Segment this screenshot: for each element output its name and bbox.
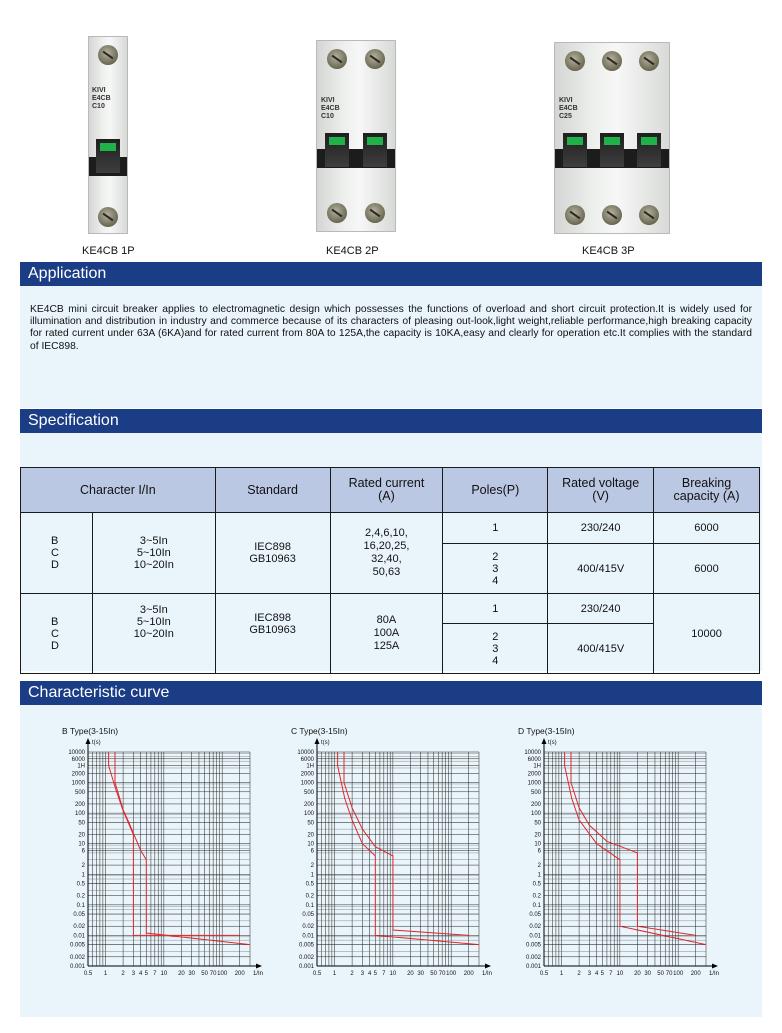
- x-tick-label: 4: [367, 971, 372, 977]
- y-tick-label: 0.2: [76, 893, 85, 900]
- y-tick-label: 6: [537, 848, 541, 855]
- product-brand: KIVI E4CB C10: [321, 97, 340, 120]
- y-tick-label: 10000: [297, 750, 314, 756]
- y-tick-label: 0.2: [305, 893, 314, 900]
- screw-icon: [327, 49, 347, 69]
- x-tick-label: 1/In: [252, 971, 264, 977]
- x-tick-label: 5: [600, 971, 604, 977]
- screw-icon: [327, 203, 347, 223]
- specification-header: Specification: [20, 409, 762, 433]
- x-tick-label: 100: [446, 971, 457, 977]
- x-tick-label: 200: [690, 971, 701, 977]
- y-tick-label: 1000: [71, 780, 85, 787]
- x-tick-label: 100: [217, 971, 228, 977]
- x-tick-label: 7: [382, 971, 386, 977]
- x-tick-label: 5: [144, 971, 148, 977]
- cell-poles: 2 3 4: [443, 544, 548, 594]
- y-axis-label: t(s): [548, 740, 557, 746]
- y-tick-label: 0.01: [73, 933, 85, 940]
- x-tick-label: 30: [644, 971, 652, 977]
- chart-d-svg: [518, 734, 744, 996]
- x-tick-label: 20: [634, 971, 641, 977]
- application-text: KE4CB mini circuit breaker applies to electromagnetic design which possesses the functions of overload and short circuit protection.It is widely used for illumination and distribution in industry and commerce because of its characters of pleasing out-look,light weight,reliable performance,high breaking capacity for rated current under 63A (6KA)and for rated current from 80A to 125A,the capacity is 10KA,easy and clearly for operation etc.It complies with the standard of IEC898.: [30, 304, 752, 352]
- y-tick-label: 6: [310, 848, 314, 855]
- screw-icon: [602, 51, 622, 71]
- x-tick-label: 1/In: [708, 971, 720, 977]
- y-tick-label: 1000: [300, 780, 314, 787]
- y-tick-label: 0.005: [69, 942, 85, 949]
- screw-icon: [639, 205, 659, 225]
- x-tick-label: 2: [121, 971, 125, 977]
- chart-d-type: [518, 726, 744, 996]
- y-tick-label: 100: [303, 811, 314, 818]
- y-tick-label: 0.02: [73, 924, 85, 931]
- y-axis-label: t(s): [92, 740, 101, 746]
- y-tick-label: 1H: [306, 763, 314, 770]
- cell-current: 80A 100A 125A: [330, 594, 443, 674]
- y-tick-label: 100: [74, 811, 85, 818]
- y-tick-label: 2000: [71, 771, 85, 778]
- x-tick-label: 0.5: [83, 971, 93, 977]
- x-tick-label: 20: [178, 971, 185, 977]
- chart-title: D Type(3-15In): [518, 726, 575, 736]
- y-tick-label: 0.002: [69, 954, 85, 961]
- y-tick-label: 0.1: [305, 902, 314, 909]
- x-tick-label: 70: [438, 971, 446, 977]
- header-breaking: Breaking capacity (A): [654, 468, 760, 513]
- cell-voltage: 230/240: [548, 594, 654, 624]
- y-tick-label: 0.5: [76, 881, 85, 888]
- x-tick-label: 70: [665, 971, 673, 977]
- y-tick-label: 2: [310, 863, 314, 870]
- cell-poles: 1: [443, 513, 548, 544]
- toggle-lever: [363, 133, 387, 167]
- cell-standard: IEC898 GB10963: [215, 513, 330, 594]
- x-tick-label: 2: [577, 971, 581, 977]
- x-tick-label: 1: [332, 971, 337, 977]
- product-caption-2p: KE4CB 2P: [326, 245, 379, 257]
- header-standard: Standard: [215, 468, 330, 513]
- y-tick-label: 10: [78, 841, 85, 848]
- y-tick-label: 6000: [300, 756, 314, 763]
- y-tick-label: 200: [74, 801, 85, 808]
- y-tick-label: 0.001: [298, 964, 314, 970]
- x-axis-arrow-icon: [256, 964, 262, 969]
- cell-types: B C D: [21, 594, 93, 674]
- x-tick-label: 30: [417, 971, 425, 977]
- cell-poles: 2 3 4: [443, 624, 548, 674]
- y-tick-label: 10: [307, 841, 314, 848]
- x-tick-label: 3: [587, 971, 592, 977]
- x-tick-label: 3: [131, 971, 136, 977]
- application-header: Application: [20, 262, 762, 286]
- product-gallery: [0, 0, 782, 262]
- y-tick-label: 0.5: [305, 881, 314, 888]
- cell-breaking: 6000: [654, 544, 760, 594]
- x-tick-label: 2: [350, 971, 354, 977]
- y-tick-label: 1: [81, 872, 85, 879]
- y-tick-label: 0.005: [525, 942, 541, 949]
- breaker-1p-photo: [88, 36, 128, 234]
- x-axis-arrow-icon: [712, 964, 718, 969]
- chart-c-svg: [291, 734, 517, 996]
- x-tick-label: 0.5: [312, 971, 322, 977]
- x-tick-label: 7: [153, 971, 157, 977]
- header-character: Character I/In: [21, 468, 216, 513]
- cell-standard: IEC898 GB10963: [215, 594, 330, 674]
- product-brand: KIVI E4CB C10: [92, 87, 111, 110]
- screw-icon: [365, 203, 385, 223]
- cell-ranges: 3~5In 5~10In 10~20In: [92, 513, 215, 594]
- cell-types: B C D: [21, 513, 93, 594]
- y-tick-label: 10: [534, 841, 541, 848]
- breaker-2p-photo: [316, 40, 396, 232]
- chart-b-type: [62, 726, 288, 996]
- y-tick-label: 500: [74, 789, 85, 796]
- cell-breaking: 6000: [654, 513, 760, 544]
- toggle-lever: [563, 133, 587, 167]
- y-tick-label: 50: [534, 820, 541, 827]
- header-poles: Poles(P): [443, 468, 548, 513]
- screw-icon: [639, 51, 659, 71]
- breaker-3p-photo: [554, 42, 670, 234]
- x-tick-label: 100: [673, 971, 684, 977]
- y-tick-label: 6: [81, 848, 85, 855]
- toggle-lever: [325, 133, 349, 167]
- y-tick-label: 2: [81, 863, 85, 870]
- screw-icon: [565, 51, 585, 71]
- x-tick-label: 5: [373, 971, 377, 977]
- cell-ranges: 3~5In 5~10In 10~20In: [92, 594, 215, 674]
- screw-icon: [365, 49, 385, 69]
- y-tick-label: 100: [530, 811, 541, 818]
- y-tick-label: 1H: [533, 763, 541, 770]
- x-tick-label: 4: [138, 971, 143, 977]
- header-rated-current: Rated current (A): [330, 468, 443, 513]
- cell-voltage: 400/415V: [548, 624, 654, 674]
- screw-icon: [565, 205, 585, 225]
- y-tick-label: 0.01: [302, 933, 314, 940]
- toggle-lever: [637, 133, 661, 167]
- screw-icon: [98, 207, 118, 227]
- y-tick-label: 0.05: [302, 912, 314, 919]
- screw-icon: [602, 205, 622, 225]
- y-tick-label: 20: [534, 832, 541, 839]
- characteristic-header: Characteristic curve: [20, 681, 762, 705]
- y-tick-label: 0.01: [529, 933, 541, 940]
- y-tick-label: 0.002: [525, 954, 541, 961]
- y-tick-label: 1: [537, 872, 541, 879]
- x-tick-label: 1: [103, 971, 108, 977]
- y-tick-label: 0.02: [529, 924, 541, 931]
- y-tick-label: 10000: [68, 750, 85, 756]
- cell-breaking: 10000: [654, 594, 760, 674]
- toggle-lever: [96, 139, 120, 173]
- y-tick-label: 20: [307, 832, 314, 839]
- y-tick-label: 2: [537, 863, 541, 870]
- table-header-row: [21, 468, 760, 513]
- y-tick-label: 0.1: [532, 902, 541, 909]
- y-tick-label: 0.002: [298, 954, 314, 961]
- y-tick-label: 50: [78, 820, 85, 827]
- chart-title: B Type(3-15In): [62, 726, 119, 736]
- chart-c-type: [291, 726, 517, 996]
- x-tick-label: 1/In: [481, 971, 493, 977]
- product-caption-3p: KE4CB 3P: [582, 245, 635, 257]
- y-tick-label: 500: [530, 789, 541, 796]
- y-axis-arrow-icon: [86, 738, 91, 744]
- y-tick-label: 0.005: [298, 942, 314, 949]
- x-tick-label: 20: [407, 971, 414, 977]
- x-tick-label: 200: [234, 971, 245, 977]
- y-axis-arrow-icon: [542, 738, 547, 744]
- x-tick-label: 10: [389, 971, 397, 977]
- table-row: [21, 513, 760, 544]
- y-tick-label: 50: [307, 820, 314, 827]
- chart-b-svg: [62, 734, 288, 996]
- y-tick-label: 6000: [71, 756, 85, 763]
- x-tick-label: 50: [657, 971, 664, 977]
- product-brand: KIVI E4CB C25: [559, 97, 578, 120]
- product-caption-1p: KE4CB 1P: [82, 245, 135, 257]
- cell-poles: 1: [443, 594, 548, 624]
- x-tick-label: 70: [209, 971, 217, 977]
- y-tick-label: 0.001: [525, 964, 541, 970]
- y-tick-label: 200: [530, 801, 541, 808]
- x-tick-label: 200: [463, 971, 474, 977]
- cell-voltage: 400/415V: [548, 544, 654, 594]
- y-tick-label: 0.02: [302, 924, 314, 931]
- y-tick-label: 1H: [77, 763, 85, 770]
- y-tick-label: 1000: [527, 780, 541, 787]
- y-tick-label: 0.5: [532, 881, 541, 888]
- x-tick-label: 30: [188, 971, 196, 977]
- y-tick-label: 0.2: [532, 893, 541, 900]
- y-axis-label: t(s): [321, 740, 330, 746]
- y-tick-label: 0.1: [76, 902, 85, 909]
- x-axis-arrow-icon: [485, 964, 491, 969]
- y-tick-label: 2000: [300, 771, 314, 778]
- y-tick-label: 0.05: [529, 912, 541, 919]
- y-tick-label: 500: [303, 789, 314, 796]
- y-tick-label: 20: [78, 832, 85, 839]
- x-tick-label: 10: [160, 971, 168, 977]
- cell-voltage: 230/240: [548, 513, 654, 544]
- table-row: [21, 594, 760, 624]
- y-tick-label: 0.001: [69, 964, 85, 970]
- y-tick-label: 6000: [527, 756, 541, 763]
- x-tick-label: 7: [609, 971, 613, 977]
- screw-icon: [98, 45, 118, 65]
- y-tick-label: 0.05: [73, 912, 85, 919]
- y-tick-label: 200: [303, 801, 314, 808]
- x-tick-label: 1: [559, 971, 564, 977]
- x-tick-label: 50: [430, 971, 437, 977]
- x-tick-label: 50: [201, 971, 208, 977]
- y-tick-label: 2000: [527, 771, 541, 778]
- chart-title: C Type(3-15In): [291, 726, 348, 736]
- toggle-lever: [600, 133, 624, 167]
- y-tick-label: 10000: [524, 750, 541, 756]
- x-tick-label: 3: [360, 971, 365, 977]
- y-tick-label: 1: [310, 872, 314, 879]
- y-axis-arrow-icon: [315, 738, 320, 744]
- cell-current: 2,4,6,10, 16,20,25, 32,40, 50,63: [330, 513, 443, 594]
- x-tick-label: 0.5: [539, 971, 549, 977]
- specification-table: [20, 467, 760, 674]
- header-rated-voltage: Rated voltage (V): [548, 468, 654, 513]
- x-tick-label: 4: [594, 971, 599, 977]
- x-tick-label: 10: [616, 971, 624, 977]
